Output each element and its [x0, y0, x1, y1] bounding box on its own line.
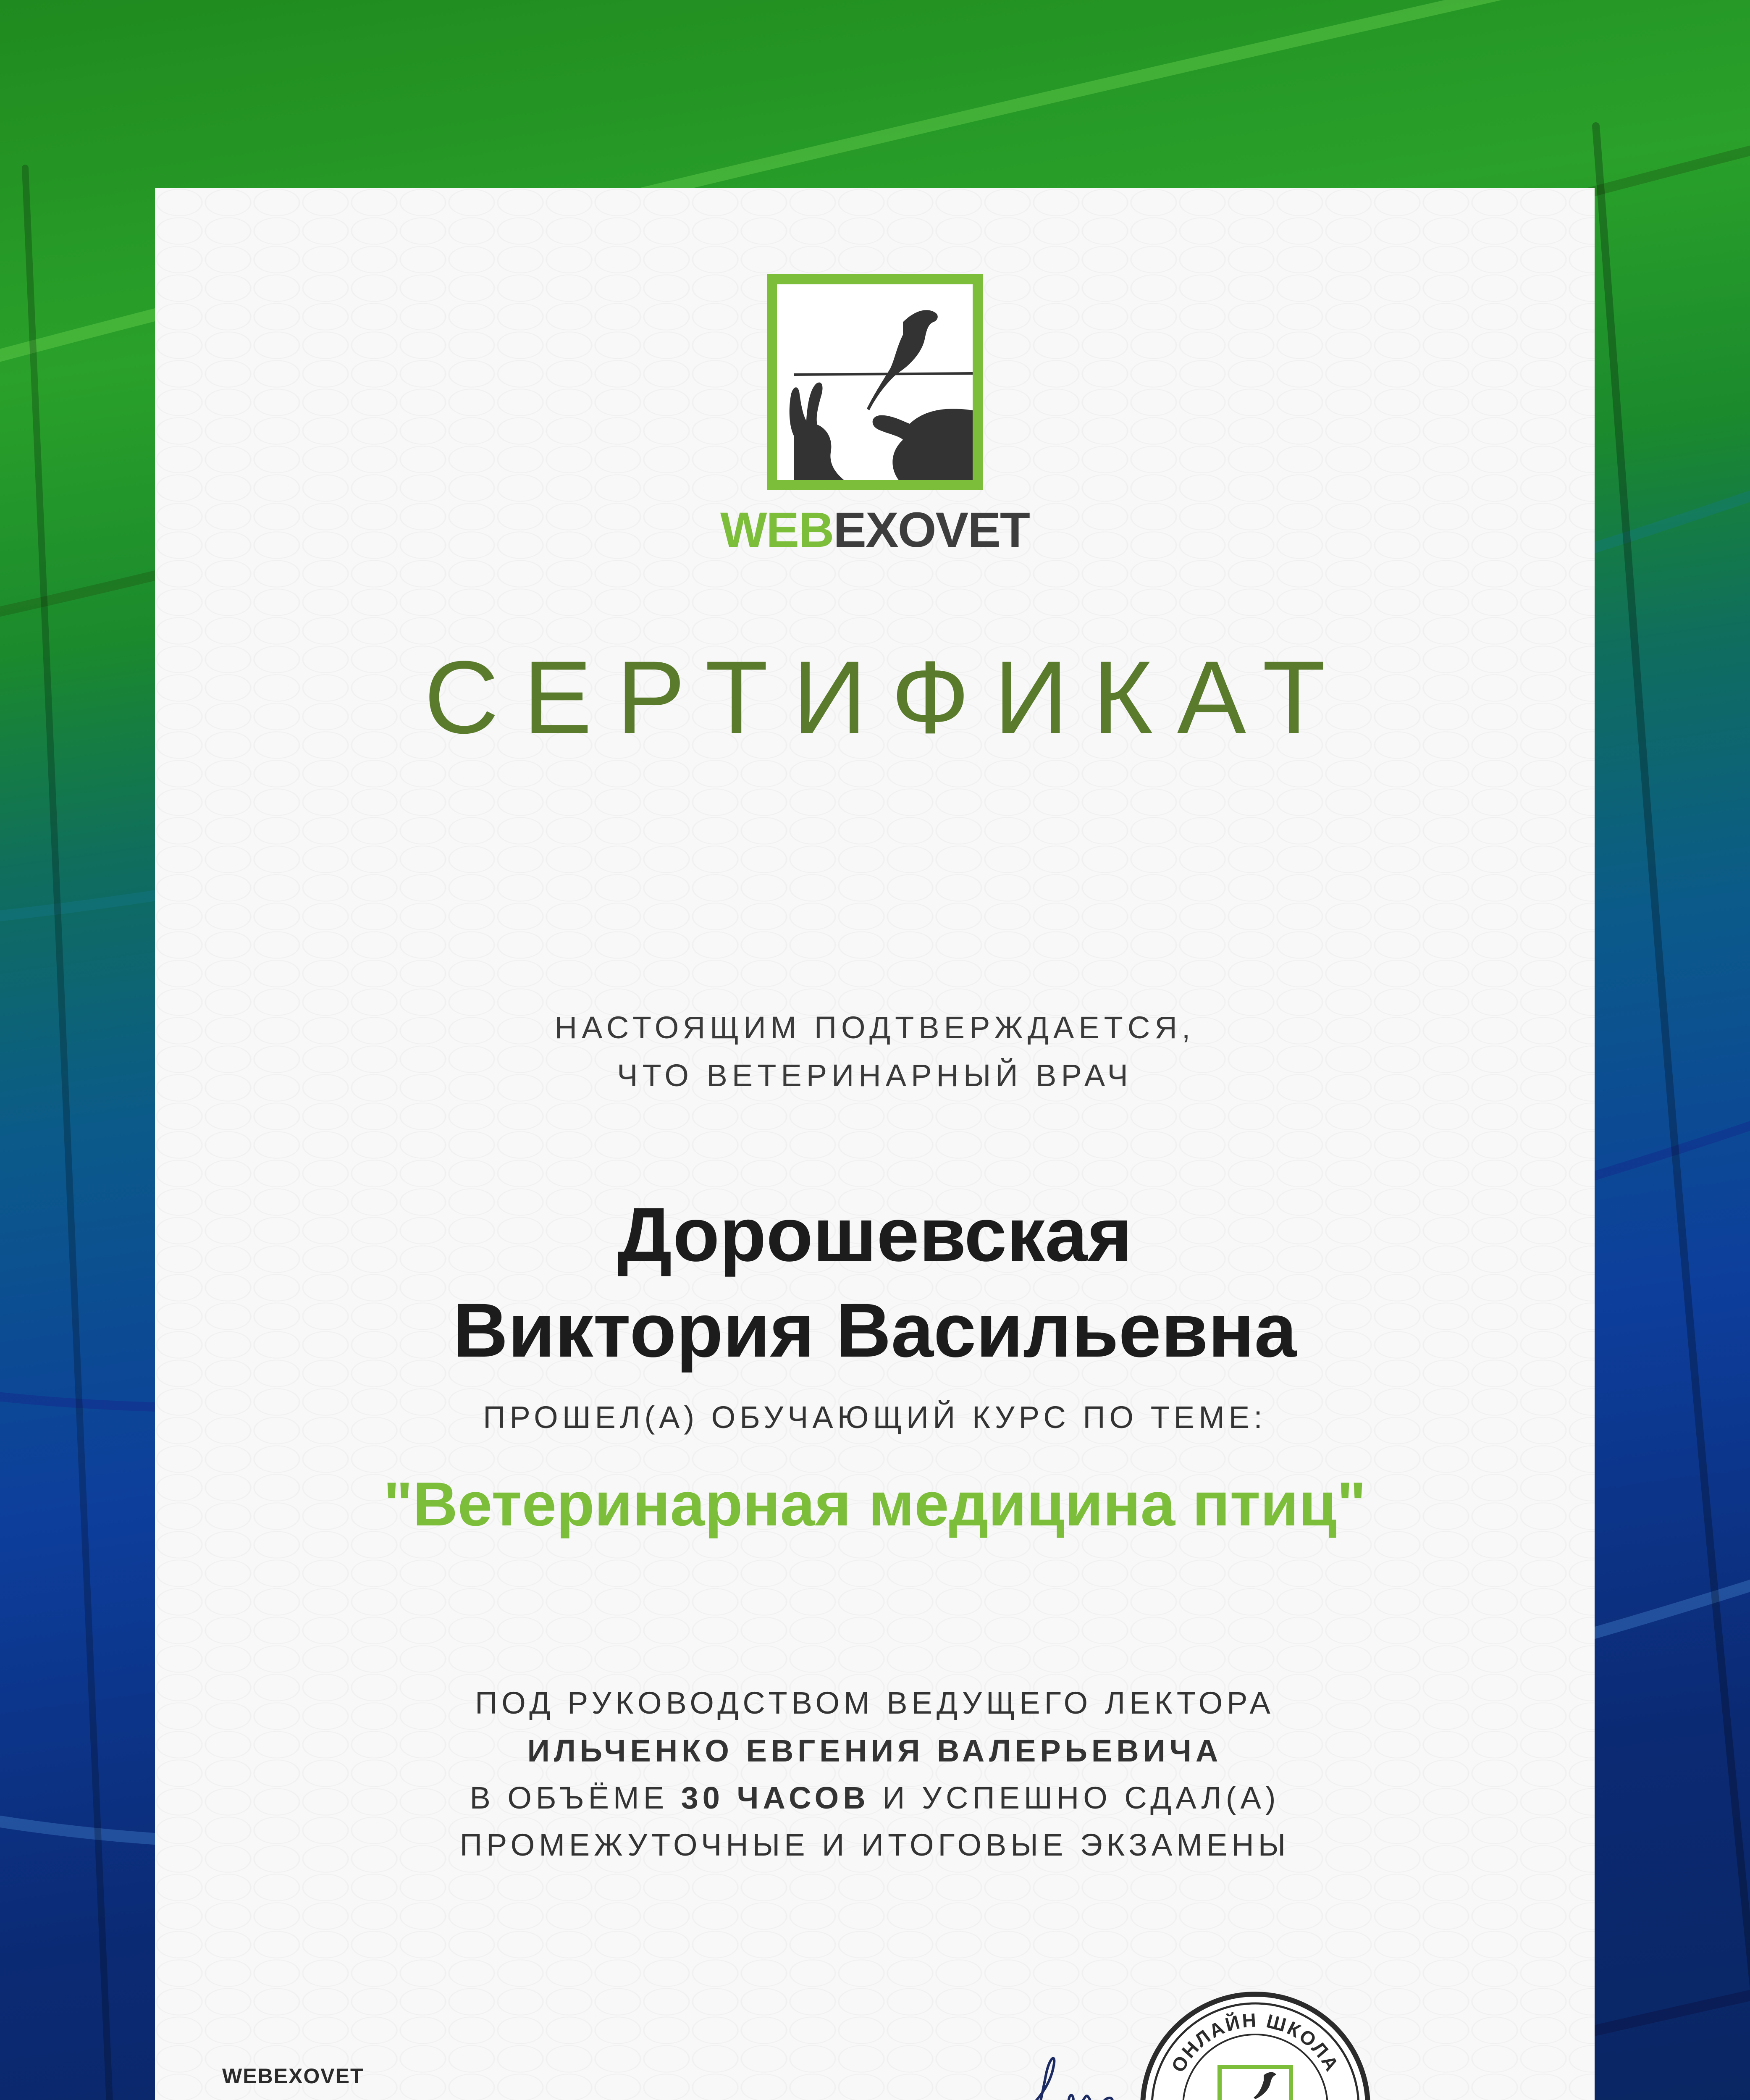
- logo-word-web: WEB: [720, 502, 834, 558]
- recipient-surname: Дорошевская: [617, 1192, 1132, 1277]
- logo-word-exovet: EXOVET: [833, 502, 1029, 558]
- volume-suffix: И УСПЕШНО СДАЛ(А): [882, 1780, 1280, 1815]
- logo-frame: [767, 274, 983, 490]
- lecturer-name: ИЛЬЧЕНКО ЕВГЕНИЯ ВАЛЕРЬЕВИЧА: [527, 1733, 1223, 1768]
- intro-line-2: ЧТО ВЕТЕРИНАРНЫЙ ВРАЧ: [617, 1058, 1133, 1093]
- stamp-top-text: ОНЛАЙН ШКОЛА: [1167, 2009, 1344, 2076]
- course-intro: ПРОШЕЛ(А) ОБУЧАЮЩИЙ КУРС ПО ТЕМЕ:: [483, 1400, 1267, 1435]
- school-stamp: [1138, 1989, 1373, 2100]
- lecturer-name-line: [155, 1735, 1595, 1767]
- certificate-sheet: [155, 188, 1595, 2100]
- course-title: "Ветеринарная медицина птиц": [383, 1470, 1367, 1539]
- footer-org-name: WEBEXOVET: [222, 2064, 364, 2088]
- exams-line: ПРОМЕЖУТОЧНЫЕ И ИТОГОВЫЕ ЭКЗАМЕНЫ: [459, 1827, 1290, 1862]
- certificate-title: СЕРТИФИКАТ: [424, 640, 1350, 755]
- intro-line-1: НАСТОЯЩИМ ПОДТВЕРЖДАЕТСЯ,: [554, 1010, 1195, 1045]
- volume-prefix: В ОБЪЁМЕ: [470, 1780, 669, 1815]
- parrot-rabbit-turtle-logo-icon: [777, 284, 973, 480]
- volume-hours: 30 ЧАСОВ: [681, 1780, 870, 1815]
- recipient-given-names: Виктория Васильевна: [453, 1287, 1297, 1373]
- logo-wordmark: [665, 502, 1085, 558]
- lecturer-intro: ПОД РУКОВОДСТВОМ ВЕДУЩЕГО ЛЕКТОРА: [475, 1685, 1275, 1720]
- volume-line: [155, 1782, 1595, 1814]
